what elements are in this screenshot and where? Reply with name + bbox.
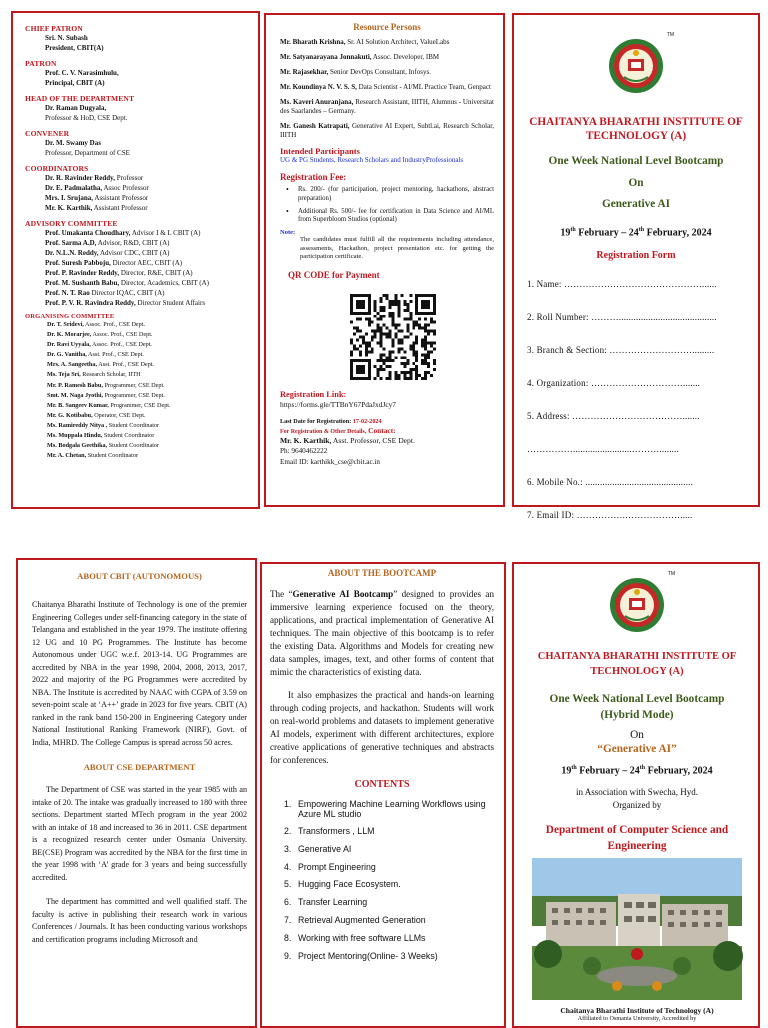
member-role: Advisor, R&D, CBIT (A) xyxy=(96,239,170,247)
person-name: Mr. Satyanarayana Jonnakuti, xyxy=(280,53,372,61)
item-number: 6. xyxy=(284,897,292,908)
cbit-logo-cover xyxy=(607,571,675,634)
person-desc: Senior DevOps Consultant, Infosys. xyxy=(328,68,431,76)
resource-person xyxy=(280,53,494,62)
form-field[interactable] xyxy=(524,433,748,466)
qr-code-heading: QR CODE for Payment xyxy=(288,269,380,280)
note-text: The candidates must fulfill all the requirements including attendance, assessments, Hackathon, project presentation etc. for getting the participation certificate. xyxy=(300,236,494,261)
about-cse-heading: ABOUT CSE DEPARTMENT xyxy=(83,762,196,772)
member-role: Research Scholar, IITH xyxy=(80,371,141,379)
date-start: 19 xyxy=(560,226,571,238)
bootcamp-on-cover: On xyxy=(630,729,644,741)
member-role: Programmer, CSE Dept. xyxy=(108,401,171,409)
last-date-label: Last Date for Registration: xyxy=(280,417,352,425)
campus-photo xyxy=(532,858,742,1000)
cbit-emblem-icon xyxy=(607,576,667,634)
member-role: Asst. Prof., CSE Dept. xyxy=(97,361,155,369)
member-name: Ms. Muppala Hindu, xyxy=(47,432,103,440)
member-role: Student Coordinator xyxy=(86,452,139,460)
member-role: Student Coordinator xyxy=(107,442,160,450)
member-name: Prof. M. Sushanth Babu, xyxy=(45,279,120,287)
member-name: Mr. K. Karthik, xyxy=(45,204,93,212)
item-text: Transformers , LLM xyxy=(298,826,375,836)
member-name: Dr. K. Morarjee, xyxy=(47,331,92,339)
committee-member: Dr. Raman Dugyala, xyxy=(45,104,107,112)
committee-heading: CONVENER xyxy=(25,129,70,138)
fee-item: • Additional Rs. 500/- fee for certification in Data Science and AI/ML from Superbloom Studios (optional) xyxy=(280,208,494,226)
form-field-label: 3. Branch & Section: ………………………......... xyxy=(527,344,715,355)
member-name: Dr. T. Sridevi, xyxy=(47,321,84,328)
about-bootcamp-text-1 xyxy=(270,588,494,679)
person-desc: Data Scientist - AI/ML Practice Team, Genpact xyxy=(356,83,491,91)
registration-form-fields xyxy=(524,268,748,532)
committee-heading: CHIEF PATRON xyxy=(25,24,83,33)
committee-member xyxy=(25,360,252,370)
resource-person xyxy=(280,38,494,47)
item-number: 4. xyxy=(284,861,292,872)
member-name: Mr. P. Ramesh Babu, xyxy=(47,381,103,389)
member-role: Assistant Professor xyxy=(93,194,149,202)
note-heading: Note: xyxy=(280,229,296,237)
member-name: Prof. Suresh Pabboju, xyxy=(45,259,111,267)
committee-member: Professor & HoD, CSE Dept. xyxy=(45,114,128,122)
item-number: 7. xyxy=(284,914,292,925)
bootcamp-title: One Week National Level Bootcamp xyxy=(548,155,724,167)
date-end: February, 2024 xyxy=(644,226,712,238)
about-cbit-heading: ABOUT CBIT (AUTONOMOUS) xyxy=(77,571,202,581)
date-start-sup: th xyxy=(571,765,577,771)
item-text: Empowering Machine Learning Workflows using Azure ML studio xyxy=(298,799,486,819)
item-number: 1. xyxy=(284,799,292,809)
item-number: 8. xyxy=(284,932,292,943)
about-cse-text-1: The Department of CSE was started in the year 1985 with an intake of 20. The intake was gradually increased to 180 with three sections. Department started MTech program in the year 2002 with an intake of 18 and increased to 36 in 2011. CSE department is a recognized research center under Osmania University. BE(CSE) Program was accredited by the NBA for the first time in the year 1998 with ‘A’ grade for 3 years and being successfully accredited. xyxy=(32,785,247,882)
contact-label: Contact: xyxy=(366,425,396,435)
committee-member xyxy=(25,411,252,421)
member-role: Director AEC, CBIT (A) xyxy=(110,259,183,267)
member-role: Programmer, CSE Dept. xyxy=(102,381,165,389)
about-cbit-text: Chaitanya Bharathi Institute of Technology is one of the premier Engineering Colleges under self-financing category in the state of Telangana and established in the year 1979. The institute offering 12 UG and 10 PG Programmes. The Institute has become Autonomous under UGC w.e.f. 2013-14. UG Programmes are accredited by NBA in the year 1998, 2004, 2008, 2013, 2017, 2022 and majority of the PG Programmes were accredited by NBA. The Institute is accredited by NAAC with CGPA of 3.59 on seven-point scale at ‘A++’ grade in 2023 for five years. CBIT (A) ranked in the rank band 150-200 in Engineering Category under National Institutional Ranking Framework (NIRF), Govt. of India, MHRD. The College Campus is spread across 50 acres. xyxy=(32,600,247,747)
registration-fee-heading: Registration Fee: xyxy=(280,172,347,182)
contents-item xyxy=(284,823,494,841)
date-end: February, 2024 xyxy=(645,765,713,777)
member-name: Dr. R. Ravinder Reddy, xyxy=(45,174,116,182)
form-field-label: 1. Name: ………………………………………...... xyxy=(527,278,717,289)
committee-member xyxy=(25,451,252,461)
bootcamp-dates-cover xyxy=(526,765,748,776)
committee-member xyxy=(25,391,252,401)
person-desc: Assoc. Developer, IBM xyxy=(371,53,440,61)
about-cse-text-2: The department has committed and well qualified staff. The faculty is active in publishing their research work in various Conferences / Journals. It has been conducting various workshops and certification programs including Microsoft and xyxy=(32,897,247,944)
member-name: Dr. N.L.N. Reddy, xyxy=(45,249,99,257)
committee-member: Principal, CBIT (A) xyxy=(45,79,105,87)
date-end-sup: th xyxy=(638,226,645,233)
intended-participants-text: UG & PG Students, Research Scholars and IndustryProfessionals xyxy=(280,156,464,164)
item-text: Working with free software LLMs xyxy=(298,932,426,943)
form-field[interactable] xyxy=(524,466,748,499)
resource-person xyxy=(280,68,494,77)
fee-item: • Rs. 200/- (for participation, project mentoring, hackathons, abstract preparation) xyxy=(280,186,494,204)
member-role: Assoc Professor xyxy=(102,184,149,192)
member-name: Prof. N. T. Rao xyxy=(45,289,90,297)
trademark-mark: TM xyxy=(666,32,674,38)
committee-member xyxy=(25,401,252,411)
member-name: Mrs. I. Srujana, xyxy=(45,194,94,202)
bootcamp-line-1: One Week National Level Bootcamp xyxy=(549,693,725,705)
member-role: Director, R&E, CBIT (A) xyxy=(119,269,193,277)
member-name: Prof. P. V. R. Ravindra Reddy, xyxy=(45,299,136,307)
member-role: Advisor I & L CBIT (A) xyxy=(130,229,201,237)
form-field[interactable] xyxy=(524,268,748,301)
member-name: Mr. A. Chetan, xyxy=(47,452,87,460)
committee-member: Sri. N. Subash xyxy=(45,34,88,42)
committee-member xyxy=(25,441,252,451)
member-name: Dr. Ravi Uyyala, xyxy=(47,341,91,349)
person-desc: Generative AI Expert, Subtl.ai, Research Scholar, IIITH xyxy=(280,122,495,139)
bootcamp-dates xyxy=(524,227,748,238)
member-role: Director, Academics, CBIT (A) xyxy=(119,279,209,287)
date-mid: February – 24 xyxy=(575,226,639,238)
member-name: Dr. E. Padmalatha, xyxy=(45,184,103,192)
member-role: Assoc. Prof., CSE Dept. xyxy=(90,341,152,349)
member-role: Assoc. Prof., CSE Dept. xyxy=(91,331,153,339)
form-field-label: 4. Organization: …………………………....... xyxy=(527,377,701,388)
about-panel xyxy=(16,558,257,1028)
member-role: Student Coordinator xyxy=(107,421,160,429)
member-name: Mr. G. Kotibabu, xyxy=(47,411,93,419)
person-desc: Sr. AI Solution Architect, ValueLabs xyxy=(345,38,450,46)
bootcamp-line-2: (Hybrid Mode) xyxy=(600,709,674,721)
committee-member: Dr. M. Swamy Das xyxy=(45,139,101,147)
person-name: Mr. Ganesh Katrapati, xyxy=(280,122,350,130)
committee-member xyxy=(25,193,252,203)
resource-person xyxy=(280,83,494,92)
contact-phone: Ph: 9640462222 xyxy=(280,446,328,455)
committee-member xyxy=(25,320,252,330)
contact-line xyxy=(280,426,494,435)
committee-member xyxy=(25,421,252,431)
item-text: Hugging Face Ecosystem. xyxy=(298,879,401,890)
bootcamp-topic: Generative AI xyxy=(601,198,671,210)
item-text: Transfer Learning xyxy=(298,897,368,908)
contact-name: Mr. K. Karthik, xyxy=(280,435,332,445)
date-mid: February – 24 xyxy=(576,765,640,777)
member-role: Director Student Affairs xyxy=(135,299,206,307)
resource-persons-list xyxy=(280,38,494,140)
form-field-label: 6. Mobile No.: ............................................ xyxy=(527,476,694,487)
member-name: Mrs. A. Sangeetha, xyxy=(47,361,98,369)
committee-member xyxy=(25,340,252,350)
association-line: in Association with Swecha, Hyd. xyxy=(576,787,698,798)
committee-member xyxy=(25,183,252,193)
member-name: Ms. Teja Sri, xyxy=(47,371,81,379)
about-bootcamp-heading: ABOUT THE BOOTCAMP xyxy=(327,568,437,578)
item-number: 5. xyxy=(284,879,292,890)
person-name: Mr. Rajasekhar, xyxy=(280,68,329,76)
department-name: Department of Computer Science and Engineering xyxy=(545,824,729,852)
member-name: Prof. Umakanta Choudhary, xyxy=(45,229,131,237)
committee-member xyxy=(25,350,252,360)
committee-member xyxy=(25,370,252,380)
p1-pre: The “ xyxy=(270,589,293,599)
member-name: Prof. P. Ravinder Reddy, xyxy=(45,269,120,277)
member-role: Asst. Prof., CSE Dept. xyxy=(86,351,144,359)
contents-item xyxy=(284,912,494,930)
member-role: Assistant Professor xyxy=(92,204,148,212)
institute-name-cover: CHAITANYA BHARATHI INSTITUTE OF TECHNOLOGY (A) xyxy=(537,651,737,677)
about-bootcamp-text-2: It also emphasizes the practical and hands-on learning through coding projects, and hackathon. Students will work on real-world problems and datasets to implement generative AI models, experiment with different architectures, explore creative applications of generative techniques and abstracts for conferences. xyxy=(270,690,494,765)
contents-item xyxy=(284,796,494,823)
member-role: Professor xyxy=(115,174,144,182)
item-text: Generative AI xyxy=(298,843,352,854)
contents-item xyxy=(284,876,494,894)
member-role: Student Coordinator xyxy=(102,432,155,440)
date-end-sup: th xyxy=(639,765,646,771)
item-text: Retrieval Augmented Generation xyxy=(298,914,426,925)
resource-person xyxy=(280,98,494,116)
member-name: Smt. M. Naga Jyothi, xyxy=(47,391,104,399)
committee-member xyxy=(25,381,252,391)
campus-caption: Chaitanya Bharathi Institute of Technology (A) xyxy=(560,1006,714,1016)
form-field-label: 7. Email ID: …………….………………..... xyxy=(527,509,693,520)
committee-sections xyxy=(25,24,252,308)
committee-member xyxy=(25,258,252,268)
contents-item xyxy=(284,841,494,859)
form-field[interactable] xyxy=(524,367,748,400)
intended-participants-heading: Intended Participants xyxy=(280,146,360,156)
item-text: Project Mentoring(Online- 3 Weeks) xyxy=(298,950,438,961)
item-number: 3. xyxy=(284,843,292,854)
member-name: Mr. B. Sangeev Kumar, xyxy=(47,401,109,409)
member-name: Prof. Sarma A.D, xyxy=(45,239,97,247)
institute-name: CHAITANYA BHARATHI INSTITUTE OF TECHNOLOGY (A) xyxy=(529,116,743,142)
contents-heading: CONTENTS xyxy=(354,779,410,790)
bootcamp-panel xyxy=(260,562,506,1028)
contact-person xyxy=(280,435,494,446)
organized-by: Organized by xyxy=(612,800,662,811)
form-field[interactable] xyxy=(524,334,748,367)
member-name: Dr. G. Vanitha, xyxy=(47,351,87,359)
item-number: 9. xyxy=(284,950,292,961)
committee-heading: ORGANISING COMMITTEE xyxy=(25,313,115,320)
committee-member: President, CBIT(A) xyxy=(45,44,104,52)
committee-member xyxy=(25,278,252,288)
committee-member xyxy=(25,248,252,258)
committee-heading: ADVISORY COMMITTEE xyxy=(25,219,118,228)
resource-persons-heading: Resource Persons xyxy=(353,22,421,32)
cbit-logo xyxy=(606,32,674,95)
member-name: Ms. Bodgala Geethika, xyxy=(47,442,108,450)
contact-email[interactable]: Email ID: karthikk_cse@cbit.ac.in xyxy=(280,457,381,466)
organising-committee xyxy=(25,313,252,461)
form-field[interactable] xyxy=(524,301,748,334)
committee-member xyxy=(25,431,252,441)
member-name: Ms. Ramireddy Nitya , xyxy=(47,421,108,429)
contents-item xyxy=(284,859,494,877)
contact-role: Asst. Professor, CSE Dept. xyxy=(331,435,415,445)
person-name: Mr. Bharath Krishna, xyxy=(280,38,346,46)
committee-member xyxy=(25,288,252,298)
committee-member xyxy=(25,173,252,183)
form-field-label: 5. Address: ………………………………....... xyxy=(527,410,700,421)
contents-list xyxy=(270,796,494,965)
contents-item xyxy=(284,930,494,948)
person-desc: Research Assistant, IIITH, Alumnus - Universitat des Saarlandes – Germany. xyxy=(280,98,494,115)
trademark-mark: TM xyxy=(667,571,675,577)
campus-caption-2: Affiliated to Osmania University, Accredited by xyxy=(577,1015,697,1023)
bootcamp-on: On xyxy=(628,176,644,189)
member-role: Advisor CDC, CBIT (A) xyxy=(98,249,170,257)
contents-item xyxy=(284,894,494,912)
resource-person xyxy=(280,122,494,140)
contact-prefix: For Registration & Other Details, xyxy=(280,428,367,435)
cbit-emblem-icon xyxy=(606,37,666,95)
committee-member xyxy=(25,268,252,278)
p1-post: ” designed to provides an immersive learning experience focused on the theory, applications, and practical implementation of Generative AI techniques. The main objective of this bootcamp is to refer the existing Data. Algorithms and Models for creating new data samples, images, text, and other forms of content that mimic the characteristics of existing data. xyxy=(270,589,495,677)
person-name: Ms. Kaveri Anuranjana, xyxy=(280,98,354,106)
member-role: Director IQAC, CBIT (A) xyxy=(89,289,165,297)
committee-heading: HEAD OF THE DEPARTMENT xyxy=(25,94,135,103)
p1-bold: Generative AI Bootcamp xyxy=(292,589,394,599)
resource-persons-panel xyxy=(264,13,505,507)
person-name: Mr. Koundinya N. V. S. S, xyxy=(280,83,357,91)
registration-fee-list xyxy=(280,186,494,225)
registration-link[interactable]: https://forms.gle/TTBnY67PdaJxdJcy7 xyxy=(280,399,396,409)
bootcamp-topic-cover: “Generative AI” xyxy=(597,743,677,755)
date-start-sup: th xyxy=(570,226,576,233)
committee-member xyxy=(25,228,252,238)
association-text xyxy=(526,786,748,812)
last-date-value: 17-02-2024 xyxy=(351,417,382,425)
committee-member: Prof. C. V. Narasimhulu, xyxy=(45,69,119,77)
committee-member xyxy=(25,298,252,308)
form-field-label: 2. Roll Number: ………........................................ xyxy=(527,311,717,322)
last-date xyxy=(280,418,494,425)
contents-item xyxy=(284,948,494,966)
form-field[interactable] xyxy=(524,400,748,433)
committee-member xyxy=(25,330,252,340)
member-role: Programmer, CSE Dept. xyxy=(103,391,165,399)
registration-form-panel xyxy=(512,13,760,520)
member-role: Operator, CSE Dept. xyxy=(92,411,146,419)
member-role: Assoc. Prof., CSE Dept. xyxy=(83,321,146,328)
bootcamp-title-cover xyxy=(526,691,748,723)
item-number: 2. xyxy=(284,826,292,836)
date-start: 19 xyxy=(561,765,572,777)
committee-heading: PATRON xyxy=(25,59,57,68)
registration-link-heading: Registration Link: xyxy=(280,389,347,399)
item-text: Prompt Engineering xyxy=(298,861,376,872)
committee-panel xyxy=(11,11,260,509)
committee-heading: COORDINATORS xyxy=(25,164,89,173)
cover-panel xyxy=(512,562,760,1028)
form-field-label: ……………........................………........ xyxy=(527,443,679,454)
registration-form-heading: Registration Form xyxy=(596,249,676,261)
form-field[interactable] xyxy=(524,499,748,532)
committee-member xyxy=(25,203,252,213)
committee-member xyxy=(25,238,252,248)
committee-member: Professor, Department of CSE xyxy=(45,149,130,157)
payment-qr-code[interactable] xyxy=(350,294,436,380)
